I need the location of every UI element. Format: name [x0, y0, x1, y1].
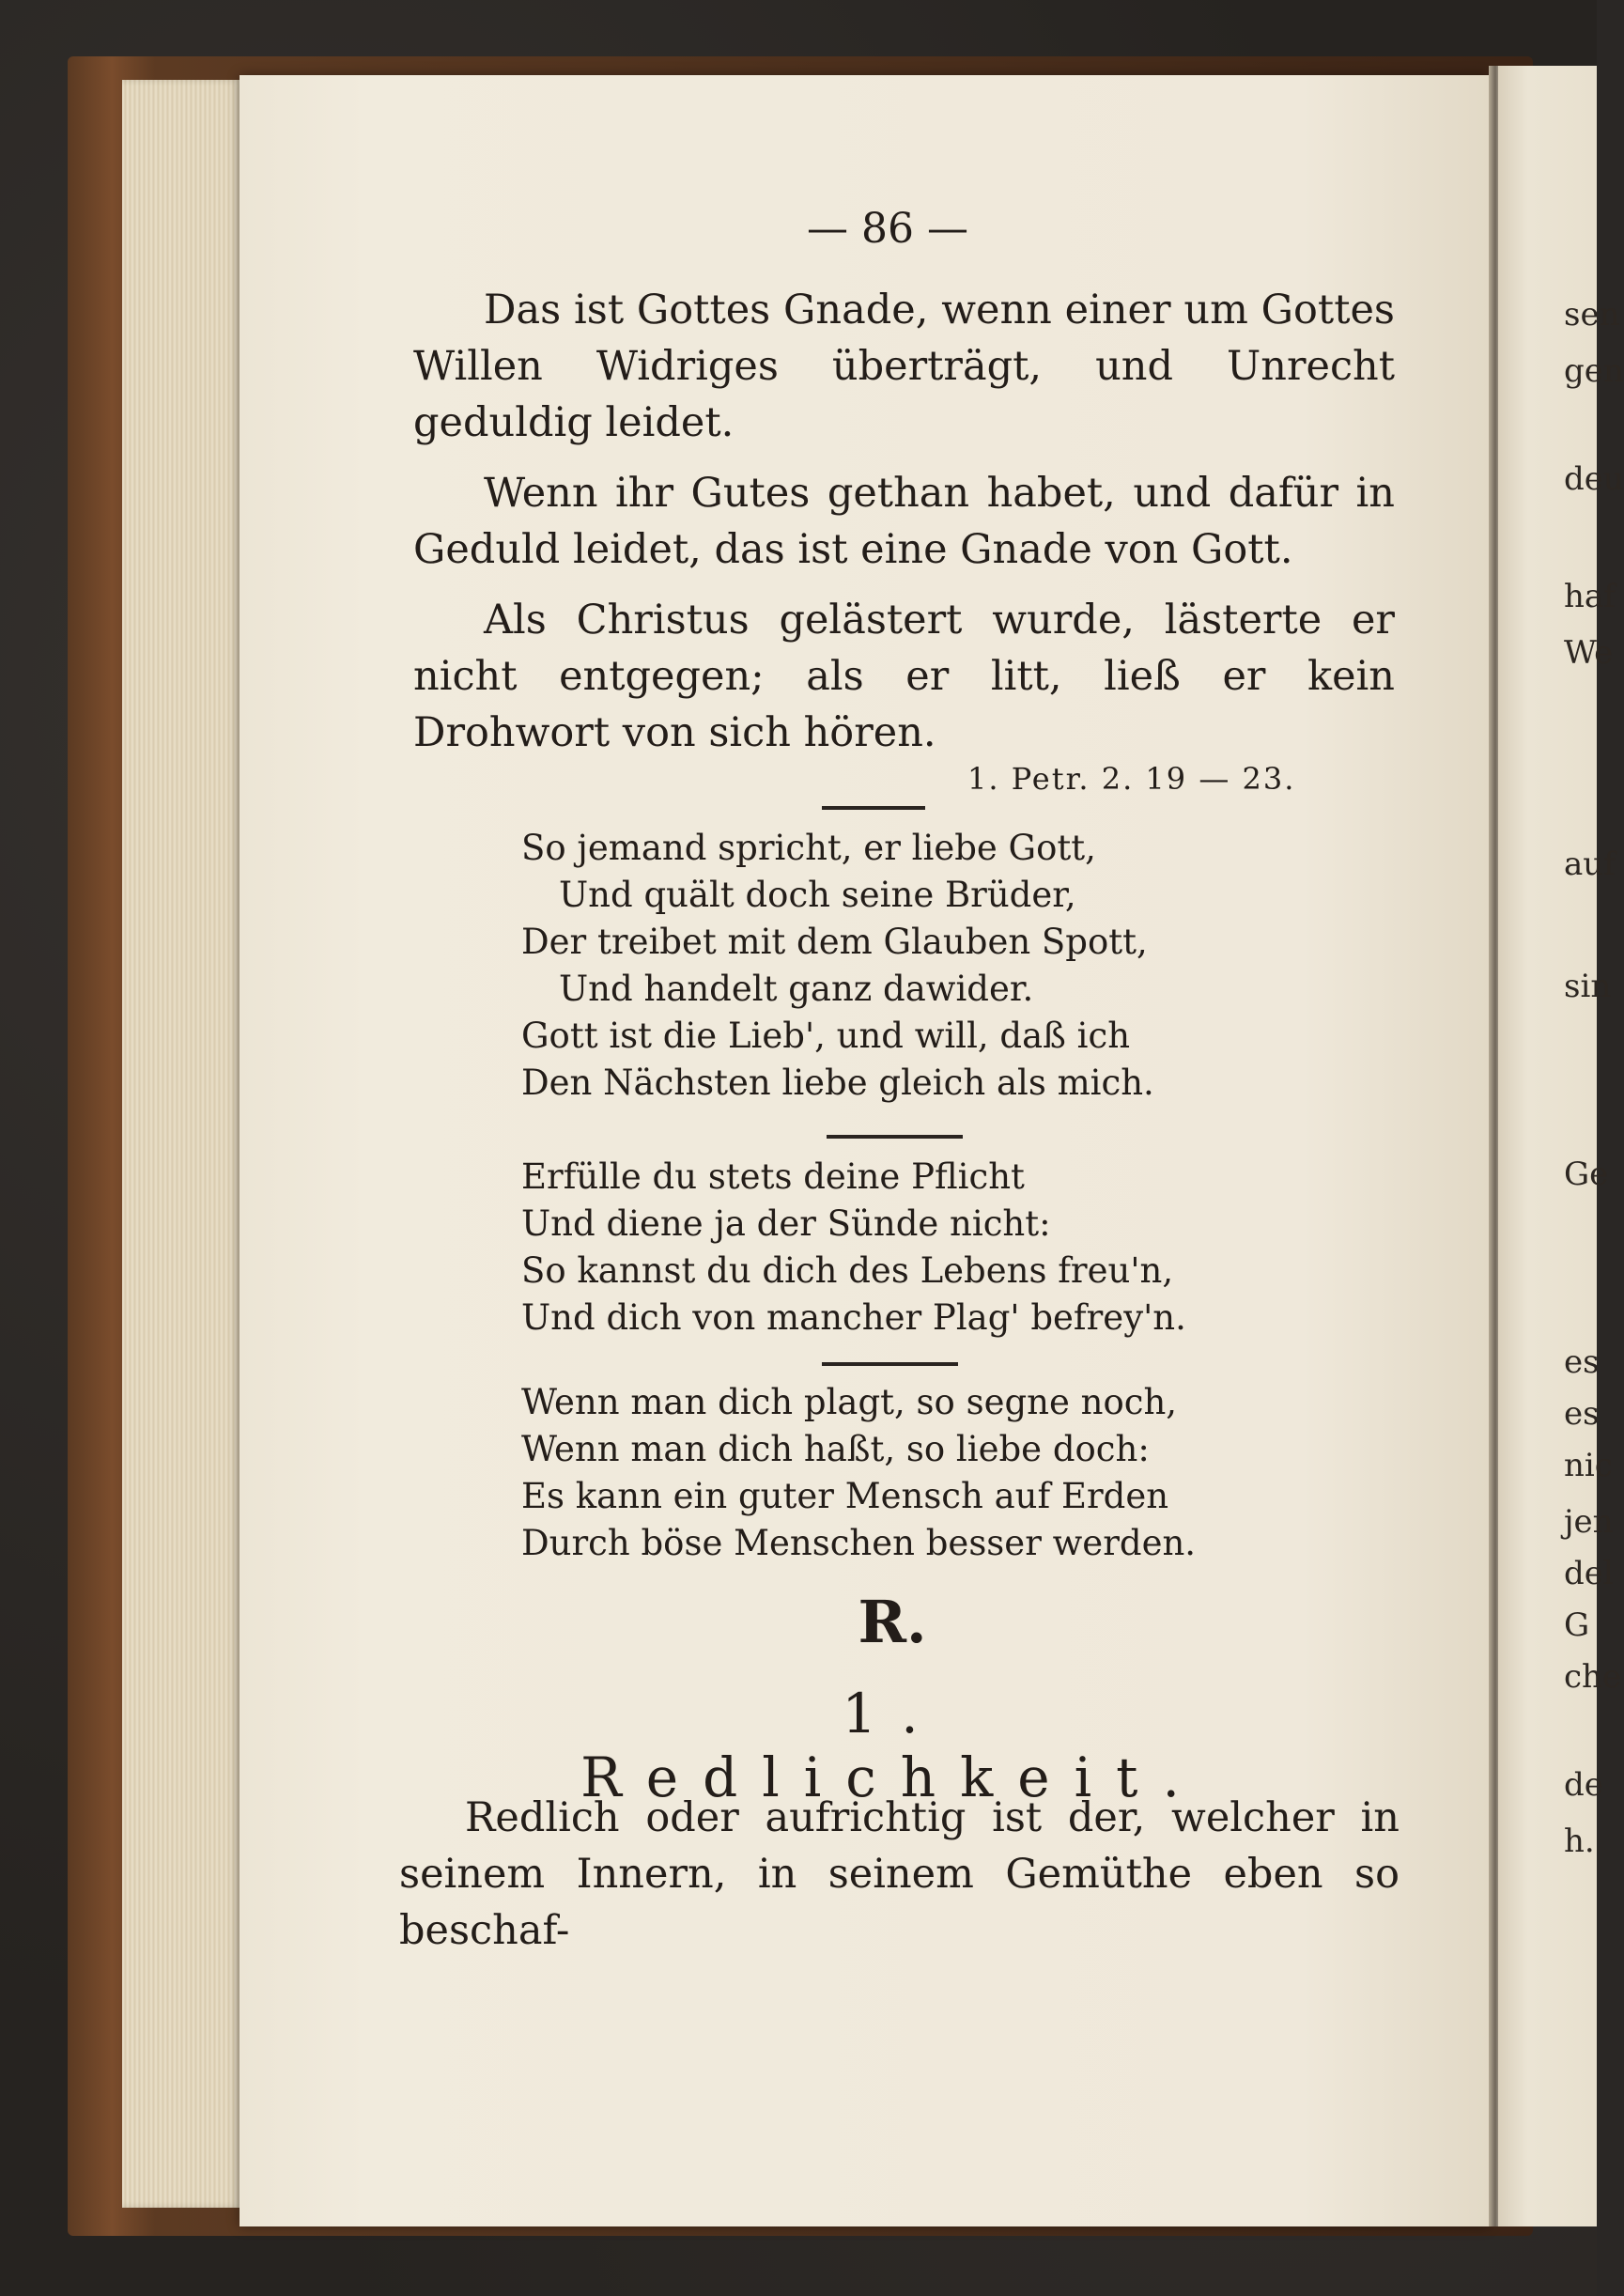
paragraph-text: Das ist Gottes Gnade, wenn einer um Gottes Willen Widriges überträgt, und Unrecht geduldig leidet. — [413, 287, 1395, 446]
facing-fragment: deu — [1564, 460, 1624, 498]
facing-fragment: che — [1564, 1658, 1622, 1696]
facing-fragment: Ge — [1564, 1156, 1609, 1193]
facing-fragment: h. — [1564, 1823, 1595, 1860]
page-edges — [122, 80, 244, 2208]
divider-rule — [827, 1135, 963, 1139]
divider-rule — [822, 1362, 958, 1366]
section-title: 1. Redlichkeit. — [580, 1682, 1204, 1809]
facing-fragment: es — [1564, 1395, 1600, 1433]
verse-line: Wenn man dich haßt, so liebe doch: — [521, 1429, 1150, 1469]
page-number: — 86 — — [807, 205, 968, 253]
facing-fragment: sin — [1564, 968, 1612, 1005]
facing-fragment: We — [1564, 634, 1614, 672]
facing-fragment: de — [1564, 1766, 1603, 1804]
verse-line: Und diene ja der Sünde nicht: — [521, 1203, 1051, 1244]
verse-line: Gott ist die Lieb', und will, daß ich — [521, 1016, 1131, 1056]
verse-block — [521, 1379, 1273, 1567]
facing-fragment: del — [1564, 1555, 1614, 1592]
paragraph-text: Wenn ihr Gutes gethan habet, und dafür in Geduld leidet, das ist eine Gnade von Gott. — [413, 470, 1395, 573]
paragraph — [413, 465, 1395, 578]
verse-line: So kannst du dich des Lebens freu'n, — [521, 1250, 1174, 1291]
facing-fragment: jen — [1564, 1503, 1614, 1541]
section-letter: R. — [858, 1588, 927, 1656]
verse-line: Durch böse Menschen besser werden. — [521, 1523, 1197, 1563]
verse-line: Erfülle du stets deine Pflicht — [521, 1156, 1025, 1197]
facing-page — [1498, 66, 1624, 2226]
facing-fragment: gen — [1564, 352, 1624, 390]
verse-line: Der treibet mit dem Glauben Spott, — [521, 922, 1148, 962]
facing-fragment: G — [1564, 1606, 1590, 1644]
facing-fragment: nic — [1564, 1447, 1613, 1484]
section-body-text: Redlich oder aufrichtig ist der, welcher in seinem Innern, in seinem Gemüthe eben so beschaf- — [399, 1794, 1400, 1954]
verse-line: Und quält doch seine Brüder, — [559, 875, 1076, 915]
verse-line: Und handelt ganz dawider. — [559, 969, 1034, 1009]
verse-block — [521, 825, 1273, 1107]
paragraph — [413, 282, 1395, 451]
facing-fragment: auf — [1564, 845, 1616, 883]
divider-rule — [822, 806, 925, 810]
facing-fragment: es — [1564, 1343, 1600, 1381]
paragraph — [413, 592, 1395, 761]
facing-fragment: sen — [1564, 296, 1620, 334]
verse-line: Es kann ein guter Mensch auf Erden — [521, 1476, 1169, 1516]
section-body — [399, 1790, 1400, 1959]
verse-line: So jemand spricht, er liebe Gott, — [521, 828, 1096, 868]
facing-fragment: haf — [1564, 578, 1616, 615]
verse-line: Und dich von mancher Plag' befrey'n. — [521, 1297, 1186, 1338]
verse-line: Wenn man dich plagt, so segne noch, — [521, 1382, 1178, 1422]
paragraph-text: Als Christus gelästert wurde, lästerte er nicht entgegen; als er litt, ließ er kein Drohwort von sich hören. — [413, 597, 1395, 756]
bible-citation: 1. Petr. 2. 19 — 23. — [967, 761, 1296, 797]
verse-block — [521, 1154, 1273, 1342]
verse-line: Den Nächsten liebe gleich als mich. — [521, 1063, 1154, 1103]
